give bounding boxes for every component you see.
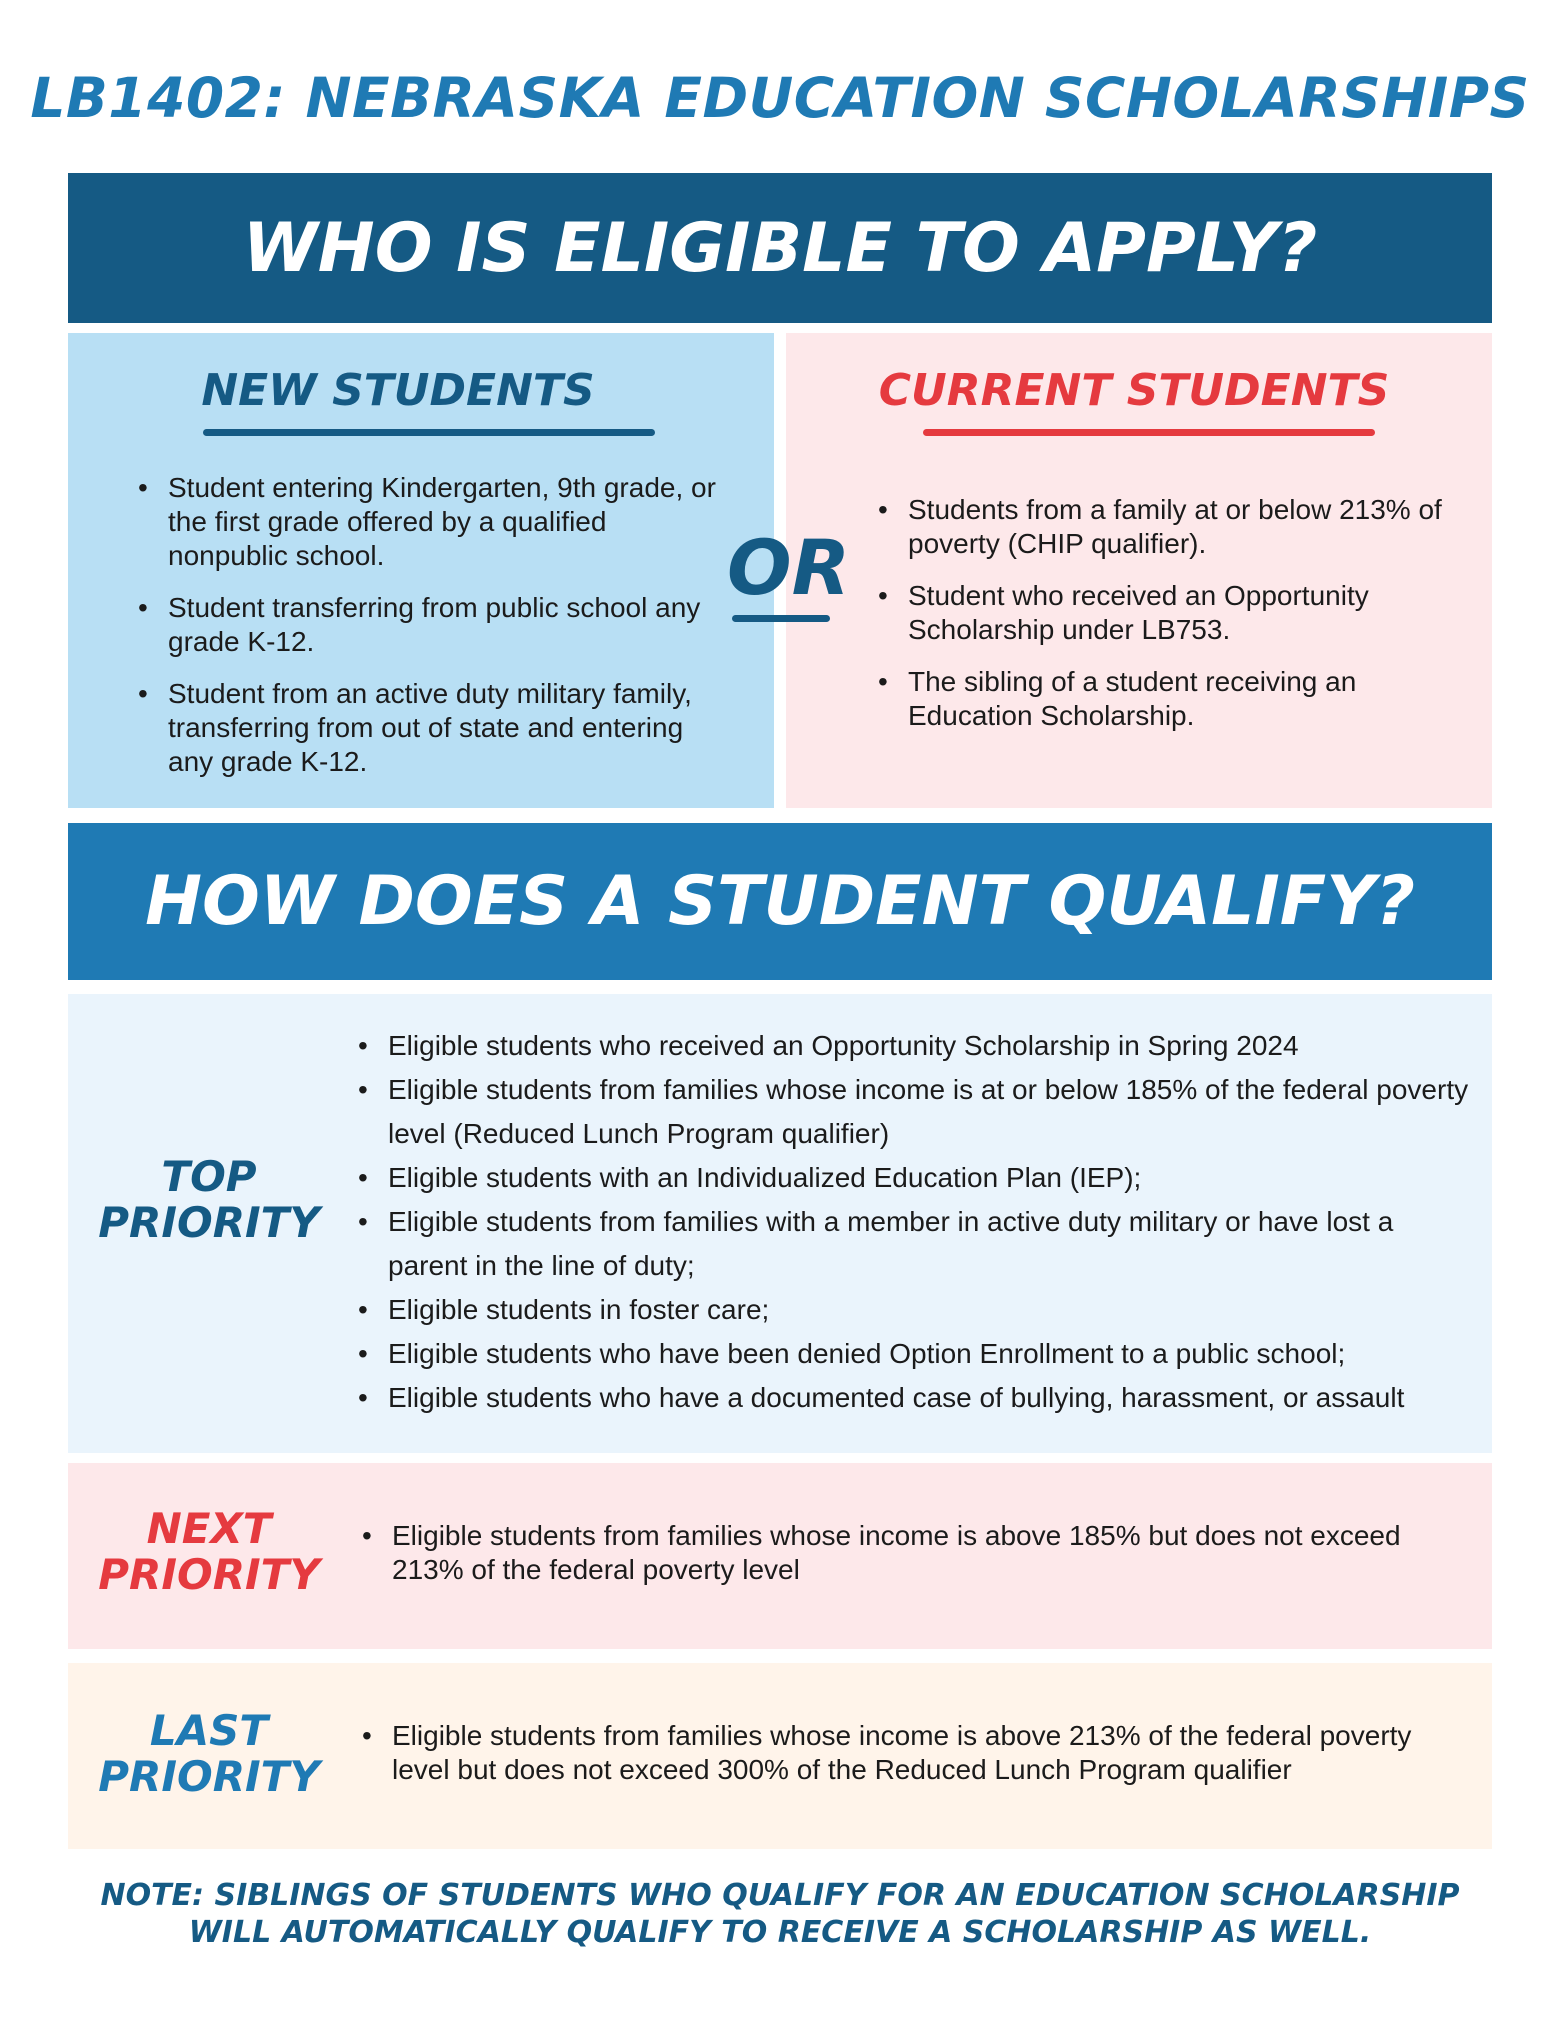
list-item: • Eligible students from families with a member in active duty military or have lost a parent in the line of duty;	[358, 1200, 1478, 1288]
current-students-list	[878, 493, 1448, 751]
priority-label-line: TOP	[161, 1152, 257, 1201]
last-priority-label	[68, 1708, 350, 1800]
priority-label-line: NEXT	[146, 1504, 272, 1553]
list-item: • Eligible students with an Individualized Education Plan (IEP);	[358, 1156, 1478, 1200]
list-item: • Eligible students from families whose income is above 185% but does not exceed 213% of the federal poverty level	[362, 1519, 1462, 1587]
list-item: • Eligible students who have a documented case of bullying, harassment, or assault	[358, 1376, 1478, 1420]
current-students-underline	[923, 429, 1375, 436]
new-students-list	[138, 471, 728, 797]
eligibility-heading: WHO IS ELIGIBLE TO APPLY?	[242, 208, 1318, 288]
next-priority-list	[362, 1519, 1462, 1587]
list-item: • Student transferring from public school any grade K-12.	[138, 591, 728, 659]
priority-label-line: PRIORITY	[98, 1198, 320, 1247]
list-item: • Students from a family at or below 213% of poverty (CHIP qualifier).	[878, 493, 1448, 561]
next-priority-label	[68, 1506, 350, 1598]
qualify-heading: HOW DOES A STUDENT QUALIFY?	[145, 862, 1415, 941]
eligibility-banner	[68, 173, 1492, 323]
new-students-underline	[203, 429, 655, 436]
or-underline	[732, 615, 830, 622]
note-line: NOTE: SIBLINGS OF STUDENTS WHO QUALIFY FOR AN EDUCATION SCHOLARSHIP	[100, 1878, 1460, 1913]
or-connector: OR	[727, 523, 851, 612]
note-line: WILL AUTOMATICALLY QUALIFY TO RECEIVE A SCHOLARSHIP AS WELL.	[188, 1915, 1372, 1950]
new-students-panel	[68, 333, 774, 808]
last-priority-list	[362, 1719, 1472, 1787]
current-students-panel	[786, 333, 1492, 808]
list-item: • Student from an active duty military family, transferring from out of state and entering any grade K-12.	[138, 677, 728, 779]
next-priority-section	[68, 1463, 1492, 1649]
list-item: • Eligible students from families whose income is above 213% of the federal poverty level but does not exceed 300% of the Reduced Lunch Program qualifier	[362, 1719, 1472, 1787]
current-students-heading: CURRENT STUDENTS	[878, 365, 1390, 416]
top-priority-label	[68, 1154, 350, 1246]
list-item: • Student who received an Opportunity Scholarship under LB753.	[878, 579, 1448, 647]
priority-label-line: PRIORITY	[98, 1752, 320, 1801]
top-priority-list	[358, 1024, 1478, 1420]
top-priority-section	[68, 994, 1492, 1453]
list-item: • Eligible students from families whose income is at or below 185% of the federal poverty level (Reduced Lunch Program qualifier)	[358, 1068, 1478, 1156]
list-item: • Student entering Kindergarten, 9th grade, or the first grade offered by a qualified nonpublic school.	[138, 471, 728, 573]
last-priority-section	[68, 1663, 1492, 1849]
sibling-note	[0, 1877, 1560, 1951]
priority-label-line: PRIORITY	[98, 1550, 320, 1599]
list-item: • Eligible students in foster care;	[358, 1288, 1478, 1332]
list-item: • The sibling of a student receiving an Education Scholarship.	[878, 665, 1448, 733]
list-item: • Eligible students who have been denied Option Enrollment to a public school;	[358, 1332, 1478, 1376]
page-title: LB1402: NEBRASKA EDUCATION SCHOLARSHIPS	[30, 66, 1530, 130]
new-students-heading: NEW STUDENTS	[201, 365, 595, 416]
list-item: • Eligible students who received an Opportunity Scholarship in Spring 2024	[358, 1024, 1478, 1068]
priority-label-line: LAST	[149, 1706, 269, 1755]
qualify-banner	[68, 823, 1492, 980]
